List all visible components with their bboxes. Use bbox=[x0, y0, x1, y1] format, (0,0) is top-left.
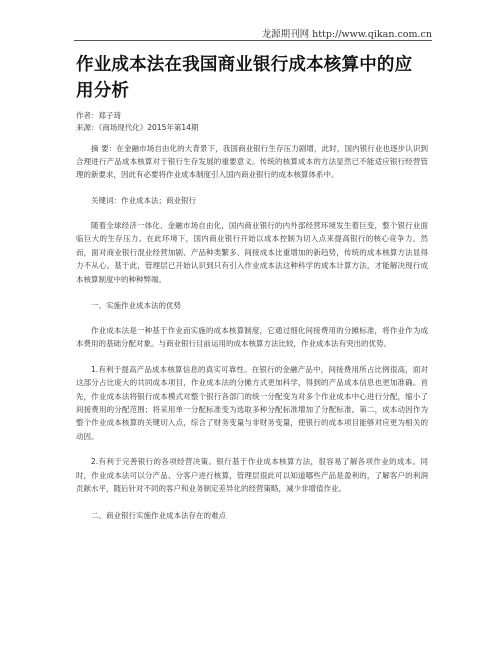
section1-paragraph: 2.有利于完善银行的各项经营决策。银行基于作业成本核算方法，很容易了解各项作业的成本。同时，作业成本法可以分产品、分客户进行核算，管理层很此可以知道哪些产品是盈利的，了解客户的利润贡献水平，随后针对不同的客户和业务制定差异化的经营策略，减少非增值作业。 bbox=[76, 457, 428, 494]
site-url[interactable]: 龙源期刊网 http://www.qikan.com.cn bbox=[261, 29, 432, 40]
article-source: 来源：《商场现代化》2015年第14期 bbox=[76, 123, 199, 132]
section1-paragraph: 1.有利于提高产品成本核算信息的真实可靠性。在银行的金融产品中，间接费用所占比例很高，面对这部分占比庞大的共同成本项目，作业成本法的分摊方式更加科学，得到的产品成本信息也更加准确。首先，作业成本法将银行成本模式对整个银行各部门的统一分配变为对多个作业成本中心进行分配，缩小了间接费用的分配范围；将采用单一分配标准变为选取多种分配标准增加了分配标准。第二，成本动因作为整个作业成本核算的关键切入点，综合了财务变量与非财务变量，使银行的成本项目能够对应更为相关的动因。 bbox=[76, 364, 428, 441]
section-heading-difficulties: 二、商业银行实施作业成本法存在的难点 bbox=[91, 510, 226, 520]
article-author: 作者：郑子琦 bbox=[76, 111, 121, 120]
section-heading-advantages: 一、实施作业成本法的优势 bbox=[91, 301, 181, 311]
page-header bbox=[0, 0, 502, 40]
intro-paragraph: 随着全球经济一体化、金融市场自由化，国内商业银行的内外部经营环境发生着巨变，整个银行业面临巨大的生存压力。在此环境下，国内商业银行开始以成本控制为切入点来提高银行的核心竞争力。然而，面对商业银行混业经营加剧、产品种类繁多、间接成本比重增加的新趋势，传统的成本核算方法显得力不从心。基于此，管理层已开始认识到只有引入作业成本法这种科学的成本计算方法，才能解决现行成本核算制度中的种种弊端。 bbox=[76, 221, 428, 284]
section1-paragraph: 作业成本法是一种基于作业而实施的成本核算制度，它通过细化间接费用的分摊标准，将作业作为成本费用的基础分配对象。与商业银行目前运用的成本核算方法比较，作业成本法有突出的优势。 bbox=[76, 326, 428, 349]
header-divider bbox=[74, 40, 432, 41]
article-title: 作业成本法在我国商业银行成本核算中的应用分析 bbox=[76, 55, 413, 101]
article-keywords: 关键词：作业成本法；商业银行 bbox=[91, 196, 196, 205]
article-body bbox=[76, 52, 428, 522]
article-abstract: 摘 要：在金融市场自由化的大背景下，我国商业银行生存压力剧增，此时，国内银行业也逐步认识到合理进行产品成本核算对于银行生存发展的重要意义。传统的核算成本的方法显然已不能适应银行经营管理的新要求，因此有必要将作业成本制度引入国内商业银行的成本核算体系中。 bbox=[76, 144, 428, 179]
